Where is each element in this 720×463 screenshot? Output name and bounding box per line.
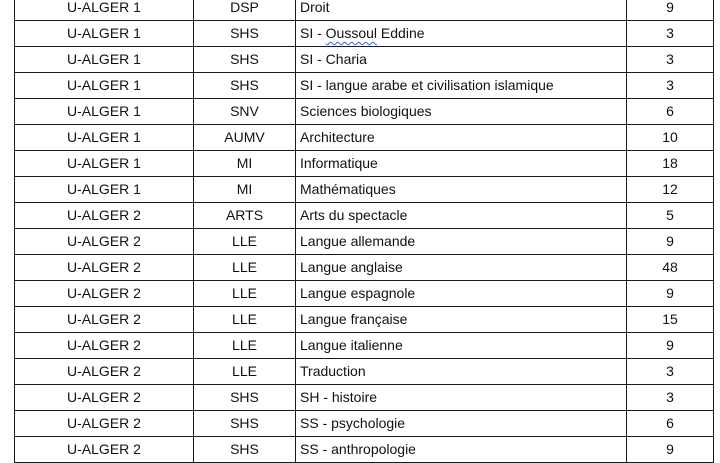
university-cell: U-ALGER 2 — [15, 385, 194, 411]
university-cell: U-ALGER 2 — [15, 411, 194, 437]
specialty-cell: SS - psychologie — [296, 411, 627, 437]
table-row — [15, 151, 714, 177]
faculty-cell: AUMV — [194, 125, 296, 151]
seats-cell: 3 — [627, 73, 714, 99]
seats-cell: 9 — [627, 333, 714, 359]
table-row-cut-off — [15, 437, 714, 463]
table-row — [15, 177, 714, 203]
specialty-cell: Langue française — [296, 307, 627, 333]
university-cell: U-ALGER 2 — [15, 229, 194, 255]
seats-cell: 9 — [627, 281, 714, 307]
faculty-cell: SHS — [194, 437, 296, 463]
table-row — [15, 47, 714, 73]
table-row — [15, 359, 714, 385]
specialty-cell: Langue anglaise — [296, 255, 627, 281]
seats-cell: 3 — [627, 385, 714, 411]
seats-cell: 3 — [627, 21, 714, 47]
spellcheck-word: Oussoul — [325, 25, 378, 41]
faculty-cell: LLE — [194, 281, 296, 307]
university-cell: U-ALGER 1 — [15, 21, 194, 47]
table-row — [15, 411, 714, 437]
university-cell: U-ALGER 1 — [15, 125, 194, 151]
table-row — [15, 281, 714, 307]
table-row — [15, 229, 714, 255]
table-row — [15, 99, 714, 125]
faculty-cell: SHS — [194, 385, 296, 411]
table-row — [15, 73, 714, 99]
table-row — [15, 0, 714, 21]
document-sheet — [14, 0, 710, 463]
university-cell: U-ALGER 1 — [15, 47, 194, 73]
seats-cell: 5 — [627, 203, 714, 229]
seats-cell: 6 — [627, 99, 714, 125]
specialty-cell: Informatique — [296, 151, 627, 177]
university-cell: U-ALGER 2 — [15, 359, 194, 385]
specialty-cell: Droit — [296, 0, 627, 21]
specialty-cell: Langue espagnole — [296, 281, 627, 307]
table-row — [15, 255, 714, 281]
specialty-cell — [296, 21, 627, 47]
faculty-cell: SHS — [194, 21, 296, 47]
faculty-cell: SHS — [194, 73, 296, 99]
seats-cell: 10 — [627, 125, 714, 151]
university-cell: U-ALGER 1 — [15, 0, 194, 21]
university-cell: U-ALGER 2 — [15, 203, 194, 229]
faculty-cell: SNV — [194, 99, 296, 125]
faculty-cell: SHS — [194, 411, 296, 437]
table-row — [15, 203, 714, 229]
table-row — [15, 21, 714, 47]
faculty-cell: LLE — [194, 255, 296, 281]
specialty-cell: SS - anthropologie — [296, 437, 627, 463]
specialty-cell: Sciences biologiques — [296, 99, 627, 125]
specialty-cell: SI - langue arabe et civilisation islamique — [296, 73, 627, 99]
seats-cell: 15 — [627, 307, 714, 333]
specialty-cell: Arts du spectacle — [296, 203, 627, 229]
specialty-suffix: Eddine — [377, 25, 425, 41]
university-cell: U-ALGER 1 — [15, 177, 194, 203]
seats-cell: 9 — [627, 0, 714, 21]
specialty-prefix: SI - — [300, 25, 326, 41]
seats-cell: 12 — [627, 177, 714, 203]
specialty-cell: SI - Charia — [296, 47, 627, 73]
university-cell: U-ALGER 2 — [15, 255, 194, 281]
seats-cell: 3 — [627, 47, 714, 73]
seats-cell: 6 — [627, 411, 714, 437]
seats-cell: 18 — [627, 151, 714, 177]
seats-cell: 9 — [627, 437, 714, 463]
university-cell: U-ALGER 2 — [15, 281, 194, 307]
university-cell: U-ALGER 1 — [15, 73, 194, 99]
table-row — [15, 385, 714, 411]
specialty-cell: Mathématiques — [296, 177, 627, 203]
table-row — [15, 125, 714, 151]
university-cell: U-ALGER 2 — [15, 307, 194, 333]
faculty-cell: DSP — [194, 0, 296, 21]
university-cell: U-ALGER 1 — [15, 151, 194, 177]
university-cell: U-ALGER 1 — [15, 99, 194, 125]
specialty-cell: Traduction — [296, 359, 627, 385]
seats-cell: 3 — [627, 359, 714, 385]
faculty-cell: LLE — [194, 229, 296, 255]
seats-cell: 48 — [627, 255, 714, 281]
specialty-cell: Langue allemande — [296, 229, 627, 255]
seats-cell: 9 — [627, 229, 714, 255]
faculty-cell: SHS — [194, 47, 296, 73]
table-row — [15, 333, 714, 359]
faculty-cell: MI — [194, 177, 296, 203]
faculty-cell: ARTS — [194, 203, 296, 229]
specialty-cell: SH - histoire — [296, 385, 627, 411]
faculty-cell: LLE — [194, 307, 296, 333]
specialty-cell: Langue italienne — [296, 333, 627, 359]
faculty-cell: LLE — [194, 359, 296, 385]
university-cell: U-ALGER 2 — [15, 333, 194, 359]
specialty-cell: Architecture — [296, 125, 627, 151]
table-row — [15, 307, 714, 333]
university-cell: U-ALGER 2 — [15, 437, 194, 463]
faculty-cell: LLE — [194, 333, 296, 359]
specialty-table — [14, 0, 714, 463]
faculty-cell: MI — [194, 151, 296, 177]
